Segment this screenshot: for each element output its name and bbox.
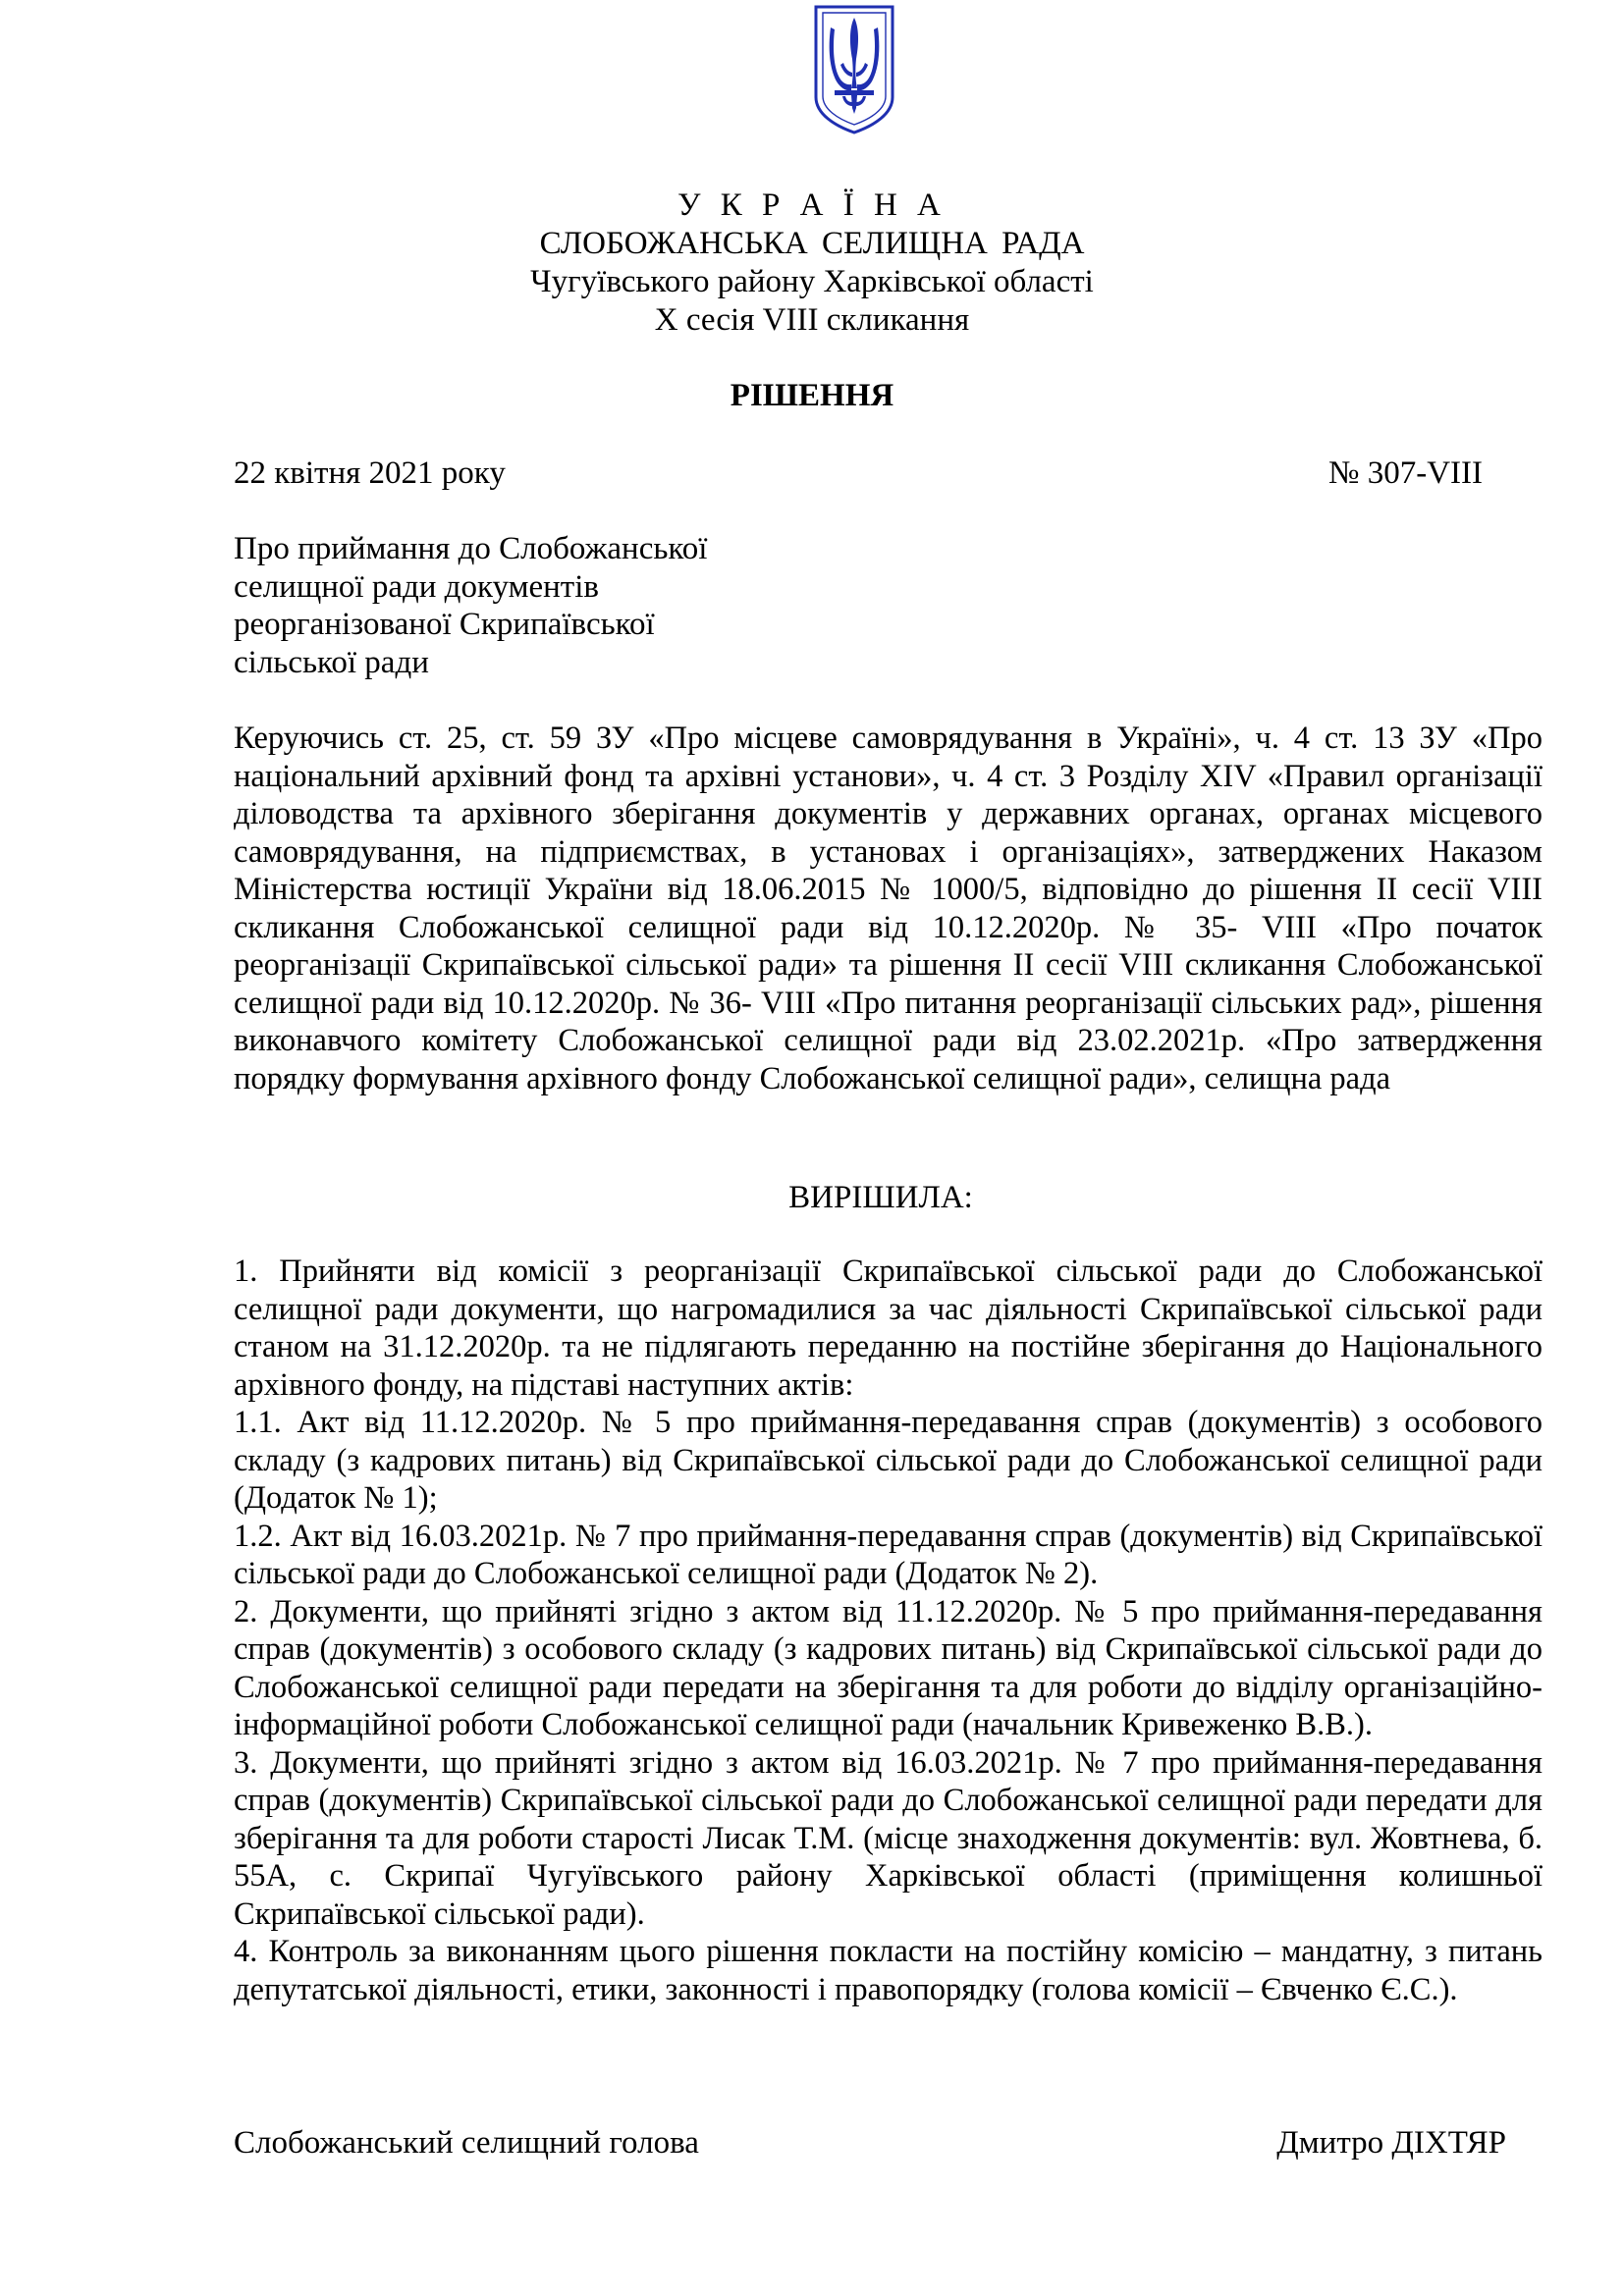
document-title: РІШЕННЯ: [730, 378, 894, 413]
district-name: Чугуївського району Харківської області: [530, 264, 1094, 299]
resolution-item: 1.2. Акт від 16.03.2021р. № 7 про приймання-передавання справ (документів) від Скрипаївської сільської ради до Слобожанської селищної ради (Додаток № 2).: [234, 1518, 1543, 1591]
coat-of-arms-icon: [813, 4, 895, 135]
subject-line: Про приймання до Слобожанської: [234, 531, 708, 566]
document-number: № 307-VIII: [1327, 455, 1483, 491]
subject-line: сільської ради: [234, 644, 429, 680]
preamble-paragraph: Керуючись ст. 25, ст. 59 ЗУ «Про місцеве самоврядування в Україні», ч. 4 ст. 13 ЗУ «Про національний архівний фонд та архівні установи», ч. 4 ст. 3 Розділу XIV «Правил організації діловодства та архівного зберігання документів у державних органах, органах місцевого самоврядування, на підприємствах, в установах і організаціях», затверджених Наказом Міністерства юстиції України від 18.06.2015 № 1000/5, відповідно до рішення ІІ сесії VIII скликання Слобожанської селищної ради від 10.12.2020р. № 35- VIII «Про початок реорганізації Скрипаївської сільської ради» та рішення ІІ сесії VIII скликання Слобожанської селищної ради від 10.12.2020р. № 36- VIII «Про питання реорганізації сільських рад», рішення виконавчого комітету Слобожанської селищної ради від 23.02.2021р. «Про затвердження порядку формування архівного фонду Слобожанської селищної ради», селищна рада: [234, 721, 1543, 1096]
resolution-item: 4. Контроль за виконанням цього рішення покласти на постійну комісію – мандатну, з питань депутатської діяльності, етики, законності і правопорядку (голова комісії – Євченко Є.С.).: [234, 1934, 1543, 2007]
council-name: СЛОБОЖАНСЬКА СЕЛИЩНА РАДА: [539, 226, 1085, 261]
country-name: У К Р А Ї Н А: [677, 187, 947, 223]
resolution-items: [234, 1253, 1543, 2008]
signatory-name: Дмитро ДІХТЯР: [1276, 2125, 1506, 2161]
document-date: 22 квітня 2021 року: [234, 455, 506, 491]
resolution-item: 1.1. Акт від 11.12.2020р. № 5 про приймання-передавання справ (документів) з особового складу (з кадрових питань) від Скрипаївської сільської ради до Слобожанської селищної ради (Додаток № 1);: [234, 1405, 1543, 1516]
signature-block: [234, 2123, 1506, 2163]
date-number-row: [234, 454, 1483, 493]
subject-line: селищної ради документів: [234, 568, 599, 605]
resolution-item: 2. Документи, що прийняті згідно з актом від 11.12.2020р. № 5 про приймання-передавання справ (документів) з особового складу (з кадрових питань) від Скрипаївської сільської ради до Слобожанської селищної ради передати на зберігання та для роботи до відділу організаційно-інформаційної роботи Слобожанської селищної ради (начальник Кривеженко В.В.).: [234, 1593, 1543, 1742]
session-info: Х сесія VIII скликання: [654, 302, 970, 338]
document-header: [0, 187, 1624, 340]
resolution-item: 1. Прийняти від комісії з реорганізації Скрипаївської сільської ради до Слобожанської селищної ради документи, що нагромадилися за час діяльності Скрипаївської сільської ради станом на 31.12.2020р. та не підлягають переданню на постійне зберігання до Національного архівного фонду, на підставі наступних актів:: [234, 1254, 1543, 1403]
resolution-item: 3. Документи, що прийняті згідно з актом від 16.03.2021р. № 7 про приймання-передавання справ (документів) Скрипаївської сільської ради до Слобожанської селищної ради передати для зберігання та для роботи старості Лисак Т.М. (місце знаходження документів: вул. Жовтнева, б. 55А, с. Скрипаї Чугуївського району Харківської області (приміщення колишньої Скрипаївської сільської ради).: [234, 1744, 1543, 1932]
subject-line: реорганізованої Скрипаївської: [234, 607, 655, 642]
document-subject: [234, 530, 707, 681]
resolved-heading: ВИРІШИЛА:: [788, 1180, 973, 1215]
signatory-position: Слобожанський селищний голова: [234, 2125, 699, 2161]
